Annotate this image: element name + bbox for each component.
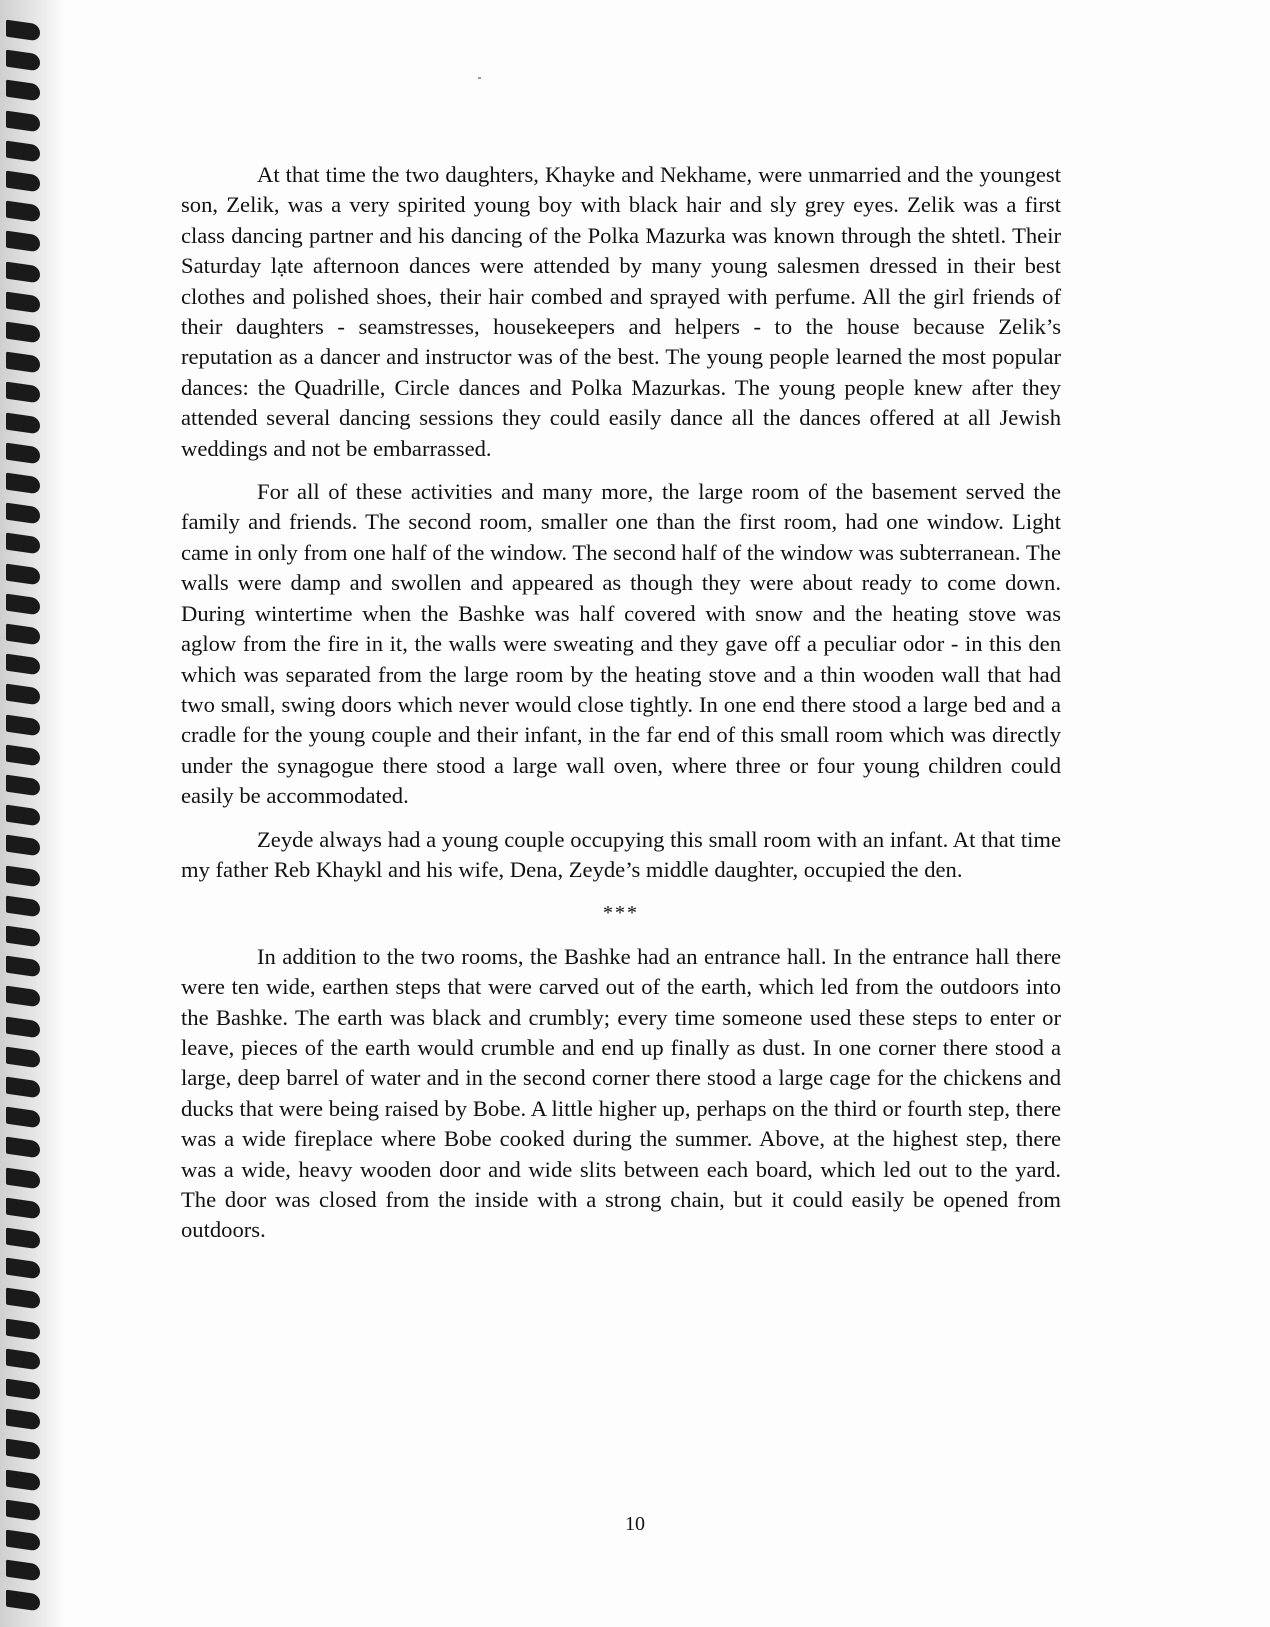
binding-hole — [6, 1046, 40, 1068]
paragraph-zeyde-couple: Zeyde always had a young couple occupying this small room with an infant. At that time my father Reb Khaykl and his wife, Dena, Zeyde’s middle daughter, occupied the den. — [181, 826, 1061, 882]
binding-hole — [6, 412, 40, 434]
binding-hole — [6, 473, 40, 495]
page-number: 10 — [625, 1513, 645, 1535]
binding-hole — [6, 322, 40, 344]
binding-hole — [6, 1318, 40, 1340]
binding-hole — [6, 744, 40, 766]
section-separator: *** — [603, 902, 639, 925]
binding-hole — [6, 1560, 40, 1582]
binding-hole — [6, 684, 40, 706]
binding-hole — [6, 140, 40, 162]
binding-hole — [6, 1137, 40, 1159]
binding-hole — [6, 835, 40, 857]
binding-hole — [6, 533, 40, 555]
scan-speck — [478, 77, 481, 79]
binding-hole — [6, 1590, 40, 1612]
spiral-binding — [0, 0, 64, 1627]
binding-hole — [6, 503, 40, 525]
binding-hole — [6, 926, 40, 948]
body-text — [181, 160, 1061, 1259]
binding-hole — [6, 50, 40, 72]
paragraph-entrance-hall: In addition to the two rooms, the Bashke had an entrance hall. In the entrance hall there were ten wide, earthen steps that were carved out of the earth, which led from the outdoors into the Bashke. The earth was black and crumbly; every time someone used these steps to enter or leave, pieces of the earth would crumble and end up finally as dust. In one corner there stood a large, deep barrel of water and in the second corner there stood a large cage for the chickens and ducks that were being raised by Bobe. A little higher up, perhaps on the third or fourth step, there was a wide fireplace where Bobe cooked during the summer. Above, at the highest step, there was a wide, heavy wooden door and wide slits between each board, which led out to the yard. The door was closed from the inside with a strong chain, but it could easily be opened from outdoors. — [181, 943, 1061, 1243]
binding-hole — [6, 1348, 40, 1370]
binding-hole — [6, 1379, 40, 1401]
binding-hole — [6, 1228, 40, 1250]
binding-hole — [6, 1469, 40, 1491]
paragraph-dancing: At that time the two daughters, Khayke and Nekhame, were unmarried and the youngest son, Zelik, was a very spirited young boy with black hair and sly grey eyes. Zelik was a first class dancing partner and his dancing of the Polka Mazurka was known through the shtetl. Their Saturday lạte afternoon dances were attended by many young salesmen dressed in their best clothes and polished shoes, their hair combed and sprayed with perfume. All the girl friends of their daughters - seamstresses, housekeepers and helpers - to the house because Zelik’s reputation as a dancer and instructor was of the best. The young people learned the most popular dances: the Quadrille, Circle dances and Polka Mazurkas. The young people knew after they attended several dancing sessions they could easily dance all the dances offered at all Jewish weddings and not be embarrassed. — [181, 162, 1061, 461]
binding-hole — [6, 895, 40, 917]
binding-hole — [6, 563, 40, 585]
binding-hole — [6, 1258, 40, 1280]
binding-hole — [6, 201, 40, 223]
binding-hole — [6, 1288, 40, 1310]
binding-hole — [6, 1439, 40, 1461]
binding-hole — [6, 261, 40, 283]
binding-hole — [6, 1197, 40, 1219]
binding-hole — [6, 654, 40, 676]
binding-hole — [6, 714, 40, 736]
binding-hole — [6, 171, 40, 193]
binding-hole — [6, 291, 40, 313]
binding-hole — [6, 110, 40, 132]
binding-hole — [6, 352, 40, 374]
binding-hole — [6, 382, 40, 404]
paragraph-second-room: For all of these activities and many more, the large room of the basement served the family and friends. The second room, smaller one than the first room, had one window. Light came in only from one half of the window. The second half of the window was subterranean. The walls were damp and swollen and appeared as though they were about ready to come down. During wintertime when the Bashke was half covered with snow and the heating stove was aglow from the fire in it, the walls were sweating and they gave off a peculiar odor - in this den which was separated from the large room by the heating stove and a thin wooden wall that had two small, swing doors which never would close tightly. In one end there stood a large bed and a cradle for the young couple and their infant, in the far end of this small room which was directly under the synagogue there stood a large wall oven, where three or four young children could easily be accommodated. — [181, 479, 1061, 809]
binding-hole — [6, 624, 40, 646]
binding-hole — [6, 1107, 40, 1129]
binding-hole — [6, 1016, 40, 1038]
binding-hole — [6, 231, 40, 253]
binding-hole — [6, 593, 40, 615]
binding-hole — [6, 1077, 40, 1099]
binding-hole — [6, 986, 40, 1008]
binding-hole — [6, 956, 40, 978]
binding-hole — [6, 442, 40, 464]
binding-hole — [6, 805, 40, 827]
binding-hole — [6, 80, 40, 102]
binding-hole — [6, 20, 40, 42]
binding-hole — [6, 1409, 40, 1431]
binding-hole — [6, 865, 40, 887]
binding-hole — [6, 775, 40, 797]
binding-hole — [6, 1167, 40, 1189]
